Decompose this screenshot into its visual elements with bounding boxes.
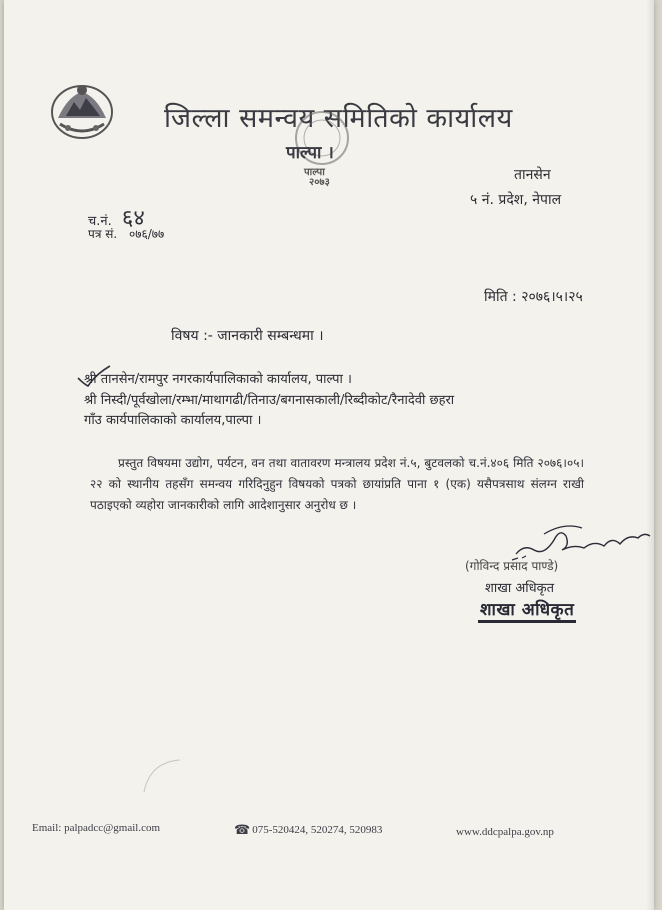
footer-email: Email: palpadcc@gmail.com — [32, 822, 161, 834]
patra-label: पत्र सं. — [88, 227, 118, 241]
address-city: तानसेन — [514, 167, 551, 183]
recipient-line-1: श्री तानसेन/रामपुर नगरकार्यपालिकाको कार्यालय, पाल्पा । — [84, 372, 352, 387]
signatory-title: शाखा अधिकृत — [485, 581, 555, 596]
address-province: ५ नं. प्रदेश, नेपाल — [470, 192, 562, 208]
letter-date: मिति : २०७६।५।२५ — [484, 289, 583, 305]
patra-number — [88, 225, 164, 242]
patra-value: ०७६/७७ — [129, 227, 165, 241]
letter-body: प्रस्तुत विषयमा उद्योग, पर्यटन, वन तथा वातावरण मन्त्रालय प्रदेश नं.५, बुटवलको च.नं.४०६ मिति २०७६।०५।२२ को स्थानीय तहसँग समन्वय गरिदिनुहुन विषयको पत्रको छायांप्रति पाना १ (एक) यसैपत्रसाथ संलग्न राखी पठाइएको व्यहोरा जानकारीको लागि आदेशानुसार अनुरोध छ । — [90, 456, 584, 512]
telephone-icon: ☎ — [234, 822, 251, 837]
page-edge-shadow — [646, 0, 654, 910]
nepal-emblem-icon — [48, 78, 116, 142]
letter-subject: विषय :- जानकारी सम्बन्धमा । — [171, 328, 324, 344]
chalani-value: ६४ — [121, 206, 145, 231]
chalani-label: च.नं. — [88, 214, 112, 229]
recipient-line-3: गाँउ कार्यपालिकाको कार्यालय,पाल्पा । — [84, 413, 262, 428]
seal-district: पाल्पा — [304, 167, 325, 178]
footer-phone — [234, 822, 382, 838]
letter-page — [4, 0, 654, 910]
recipient-line-2: श्री निस्दी/पूर्वखोला/रम्भा/माथागढी/तिनाउ/बगनासकाली/रिब्दीकोट/रैनादेवी छहरा — [84, 393, 455, 408]
footer-website: www.ddcpalpa.gov.np — [456, 826, 554, 838]
officer-stamp: शाखा अधिकृत — [478, 597, 576, 623]
district-name: पाल्पा । — [286, 143, 334, 163]
signatory-name: (गोविन्द प्रसाद पाण्डे) — [465, 559, 559, 573]
scan-mark — [140, 756, 184, 796]
footer-phone-numbers: 075-520424, 520274, 520983 — [252, 824, 383, 836]
office-title: जिल्ला समन्वय समितिको कार्यालय — [164, 103, 513, 134]
seal-year: २०७३ — [309, 177, 330, 188]
